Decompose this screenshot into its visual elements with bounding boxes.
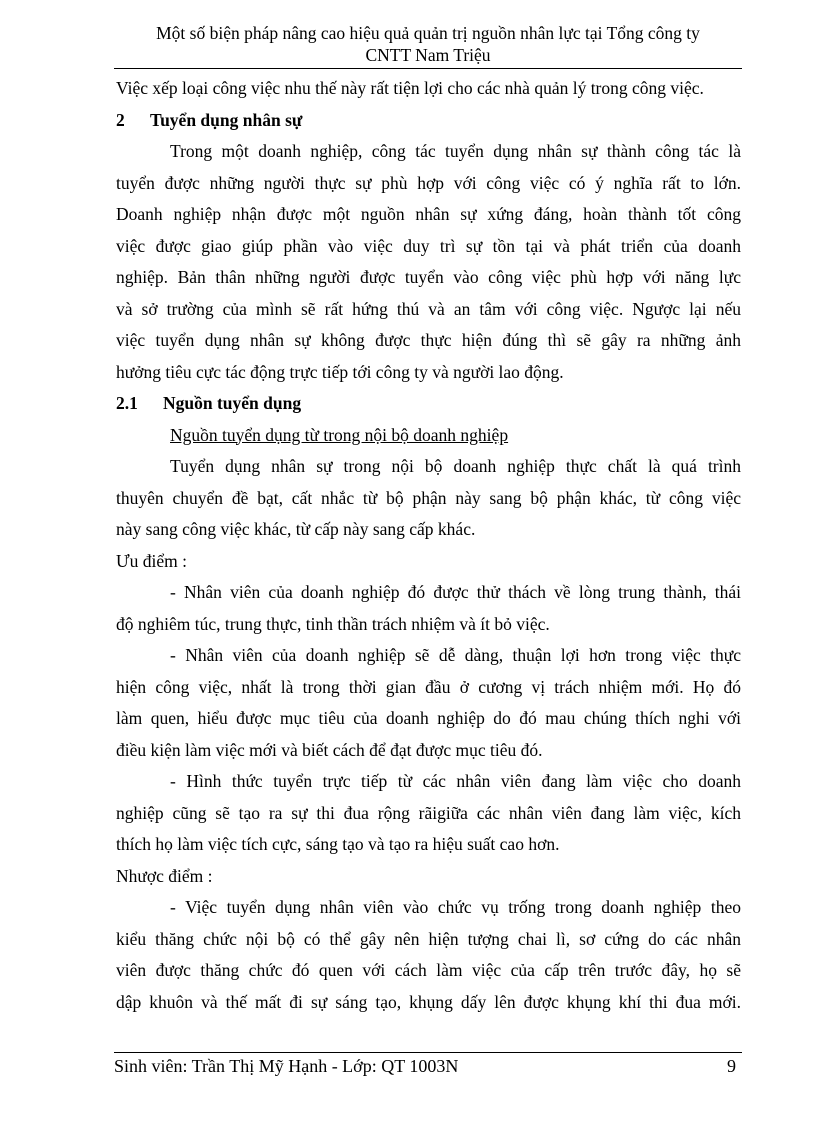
paragraph-line: nghiệp. Bản thân những người được tuyển vào công việc phù hợp với năng lực xyxy=(116,267,741,287)
paragraph-line: độ nghiêm túc, trung thực, tinh thần trách nhiệm và ít bỏ việc. xyxy=(116,613,550,634)
paragraph-line: việc tuyển dụng nhân sự không được thực hiện đúng thì sẽ gây ra những ảnh xyxy=(116,330,741,350)
paragraph-line: việc được giao giúp phần vào việc duy trì sự tồn tại và phát triển của doanh xyxy=(116,235,741,256)
paragraph-line: - Việc tuyển dụng nhân viên vào chức vụ trống trong doanh nghiệp theo xyxy=(170,897,741,917)
footer-rule xyxy=(114,1052,742,1053)
advantage-item-2 xyxy=(116,640,741,766)
section-heading-2-1 xyxy=(116,388,741,420)
section-heading-2 xyxy=(116,105,741,137)
page-header xyxy=(114,22,742,66)
subheading xyxy=(116,420,741,452)
paragraph-line: hưởng tiêu cực tác động trực tiếp tới công ty và người lao động. xyxy=(116,361,564,382)
paragraph-line: thích họ làm việc tích cực, sáng tạo và tạo ra hiệu suất cao hơn. xyxy=(116,834,560,854)
advantage-item-1 xyxy=(116,577,741,640)
disadvantage-item-1 xyxy=(116,892,741,1018)
internal-recruitment-paragraph xyxy=(116,451,741,546)
paragraph-line: và sở trường của mình sẽ rất hứng thú và an tâm với công việc. Ngược lại nếu xyxy=(116,298,741,319)
paragraph-line: hiện công việc, nhất là trong thời gian đầu ở cương vị trách nhiệm mới. Họ đó xyxy=(116,676,741,697)
section-number: 2 xyxy=(116,109,125,130)
paragraph-line: - Hình thức tuyển trực tiếp từ các nhân viên đang làm việc cho doanh xyxy=(170,771,741,791)
footer-student-info: Sinh viên: Trần Thị Mỹ Hạnh - Lớp: QT 1003N xyxy=(114,1056,459,1076)
paragraph-line: Tuyển dụng nhân sự trong nội bộ doanh nghiệp thực chất là quá trình xyxy=(170,456,741,476)
intro-sentence: Việc xếp loại công việc nhu thế này rất tiện lợi cho các nhà quản lý trong công việc. xyxy=(116,78,704,98)
section-title: Tuyển dụng nhân sự xyxy=(150,109,303,130)
paragraph-line: Doanh nghiệp nhận được một nguồn nhân sự xứng đáng, hoàn thành tốt công xyxy=(116,204,741,224)
section-number: 2.1 xyxy=(116,393,138,413)
paragraph-line: làm quen, hiểu được mục tiêu của doanh nghiệp do đó mau chúng thích nghi với xyxy=(116,708,741,728)
paragraph-line: Trong một doanh nghiệp, công tác tuyển dụng nhân sự thành công tác là xyxy=(170,141,741,161)
paragraph-line: - Nhân viên của doanh nghiệp đó được thử thách về lòng trung thành, thái xyxy=(170,582,741,602)
paragraph-line: dập khuôn và thế mất đi sự sáng tạo, khụng dấy lên được khụng khí thi đua mới. xyxy=(116,991,741,1012)
advantage-item-3 xyxy=(116,766,741,861)
subheading-text: Nguồn tuyển dụng từ trong nội bộ doanh nghiệp xyxy=(170,424,509,445)
paragraph-line: điều kiện làm việc mới và biết cách để đạt được mục tiêu đó. xyxy=(116,739,543,760)
paragraph-line: tuyển được những người thực sự phù hợp với công việc có ý nghĩa rất to lớn. xyxy=(116,172,741,193)
paragraph-line: này sang công việc khác, từ cấp này sang cấp khác. xyxy=(116,519,476,539)
advantages-label: Ưu điểm : xyxy=(116,550,187,571)
paragraph-line: thuyên chuyển đề bạt, cất nhắc từ bộ phận này sang bộ phận khác, từ công việc xyxy=(116,487,741,508)
paragraph-line: - Nhân viên của doanh nghiệp sẽ dễ dàng, thuận lợi hơn trong việc thực xyxy=(170,645,741,665)
header-rule xyxy=(114,68,742,69)
section-2-paragraph xyxy=(116,136,741,388)
paragraph-line: nghiệp cũng sẽ tạo ra sự thi đua rộng rãigiữa các nhân viên đang làm việc, kích xyxy=(116,802,741,823)
page-body xyxy=(116,73,741,1018)
page-number: 9 xyxy=(727,1056,736,1076)
header-title-line-1: Một số biện pháp nâng cao hiệu quả quản trị nguồn nhân lực tại Tổng công ty xyxy=(156,23,700,43)
disadvantages-label: Nhược điểm : xyxy=(116,865,213,886)
header-title-line-2: CNTT Nam Triệu xyxy=(365,45,491,65)
paragraph-line: kiểu thăng chức nội bộ có thể gây nên hiện tượng chai lì, sơ cứng do các nhân xyxy=(116,928,741,949)
section-title: Nguồn tuyển dụng xyxy=(163,393,302,413)
paragraph-line: viên được thăng chức đó quen với cách làm việc của cấp trên trước đây, họ sẽ xyxy=(116,960,741,980)
